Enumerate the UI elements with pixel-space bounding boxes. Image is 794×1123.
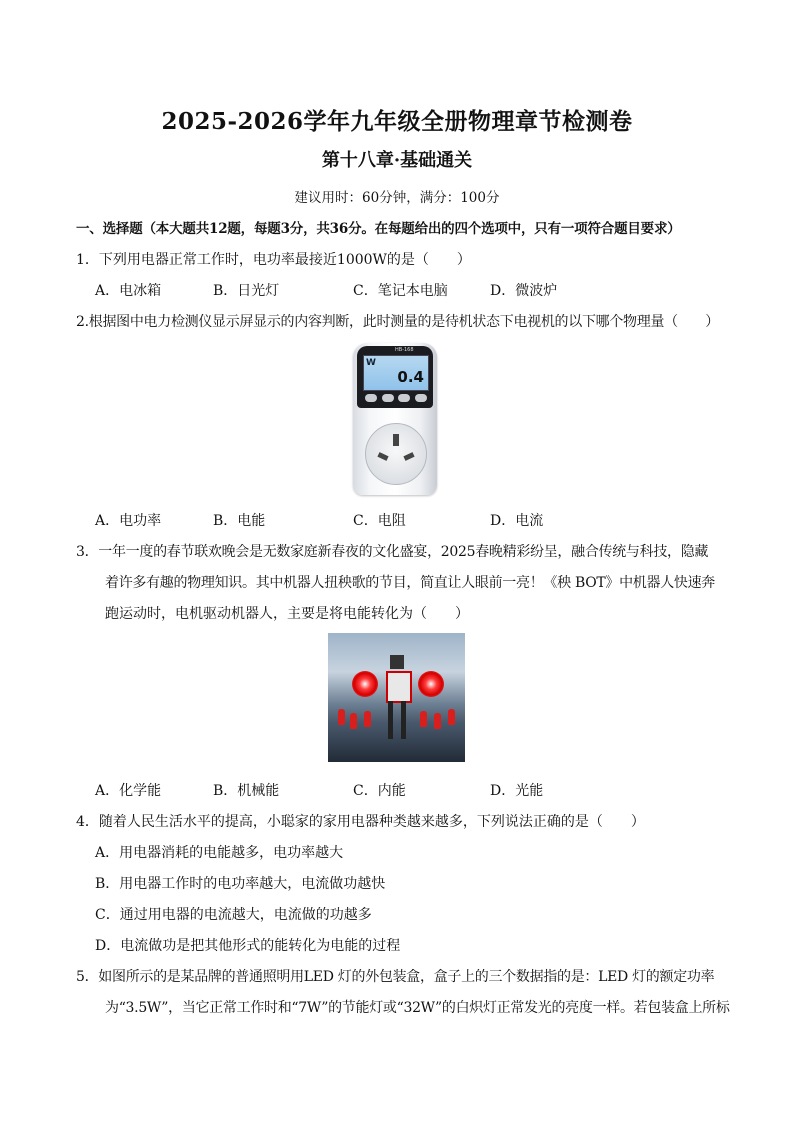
question-2-stem: 2.根据图中电力检测仪显示屏显示的内容判断，此时测量的是待机状态下电视机的以下哪个物理量（ ） bbox=[76, 314, 719, 330]
question-5-line-1: 5．如图所示的是某品牌的普通照明用LED 灯的外包装盒，盒子上的三个数据指的是：LED 灯的额定功率 bbox=[76, 969, 715, 985]
question-3-option-a: A．化学能 bbox=[95, 783, 162, 799]
question-1-option-a: A．电冰箱 bbox=[95, 283, 162, 299]
question-2-option-a: A．电功率 bbox=[95, 513, 162, 529]
red-fan-right bbox=[418, 671, 444, 697]
power-meter-unit: W bbox=[366, 358, 376, 368]
robot-leg bbox=[401, 701, 406, 739]
meter-button bbox=[398, 394, 410, 402]
question-4-stem: 4．随着人民生活水平的提高，小聪家的家用电器种类越来越多，下列说法正确的是（ ） bbox=[76, 814, 645, 830]
dancer bbox=[448, 709, 455, 725]
question-2-option-c: C．电阻 bbox=[353, 513, 406, 529]
page-title: 2025-2026学年九年级全册物理章节检测卷 bbox=[161, 108, 633, 135]
power-socket-icon bbox=[365, 423, 427, 485]
question-1-stem: 1．下列用电器正常工作时，电功率最接近1000W的是（ ） bbox=[76, 252, 471, 268]
robot-leg bbox=[388, 701, 393, 739]
question-3-line-1: 3．一年一度的春节联欢晚会是无数家庭新春夜的文化盛宴，2025春晚精彩纷呈，融合传统与科技，隐藏 bbox=[76, 544, 709, 560]
question-3-line-3: 跑运动时，电机驱动机器人，主要是将电能转化为（ ） bbox=[105, 606, 469, 622]
question-3-option-b: B．机械能 bbox=[213, 783, 280, 799]
exam-info: 建议用时：60分钟，满分：100分 bbox=[294, 190, 500, 206]
dancer bbox=[434, 713, 441, 729]
question-3-option-d: D．光能 bbox=[490, 783, 544, 799]
power-meter-display-housing bbox=[357, 346, 433, 408]
section-heading: 一、选择题（本大题共12题，每题3分，共36分。在每题给出的四个选项中，只有一项符合题目要求） bbox=[76, 221, 681, 237]
power-meter-reading: 0.4 bbox=[397, 368, 424, 386]
question-1-option-b: B．日光灯 bbox=[213, 283, 280, 299]
question-2-option-d: D．电流 bbox=[490, 513, 544, 529]
meter-button bbox=[382, 394, 394, 402]
dancer bbox=[420, 711, 427, 727]
question-4-option-a: A．用电器消耗的电能越多，电功率越大 bbox=[95, 845, 344, 861]
robot-head bbox=[390, 655, 404, 669]
red-fan-left bbox=[352, 671, 378, 697]
robot-body bbox=[386, 671, 412, 703]
question-2-option-b: B．电能 bbox=[213, 513, 266, 529]
question-4-option-c: C．通过用电器的电流越大，电流做的功越多 bbox=[95, 907, 372, 923]
meter-button bbox=[415, 394, 427, 402]
chapter-subtitle: 第十八章·基础通关 bbox=[321, 150, 473, 171]
question-4-option-b: B．用电器工作时的电功率越大，电流做功越快 bbox=[95, 876, 386, 892]
stage-floor bbox=[328, 722, 465, 762]
question-3-option-c: C．内能 bbox=[353, 783, 406, 799]
power-meter-screen bbox=[363, 355, 429, 391]
dancer bbox=[350, 713, 357, 729]
power-meter-buttons bbox=[365, 394, 427, 404]
question-1-option-d: D．微波炉 bbox=[490, 283, 558, 299]
question-3-line-2: 着许多有趣的物理知识。其中机器人扭秧歌的节目，简直让人眼前一亮！《秧 BOT》中机器人快速奔 bbox=[105, 575, 716, 591]
power-meter-image bbox=[353, 343, 437, 495]
question-4-option-d: D．电流做功是把其他形式的能转化为电能的过程 bbox=[95, 938, 401, 954]
robot-dance-photo bbox=[328, 633, 465, 762]
meter-button bbox=[365, 394, 377, 402]
dancer bbox=[364, 711, 371, 727]
dancer bbox=[338, 709, 345, 725]
power-meter-brand: HB-168 bbox=[395, 347, 414, 353]
question-5-line-2: 为“3.5W”，当它正常工作时和“7W”的节能灯或“32W”的白炽灯正常发光的亮度一样。若包装盒上所标 bbox=[105, 1000, 730, 1016]
question-1-option-c: C．笔记本电脑 bbox=[353, 283, 448, 299]
